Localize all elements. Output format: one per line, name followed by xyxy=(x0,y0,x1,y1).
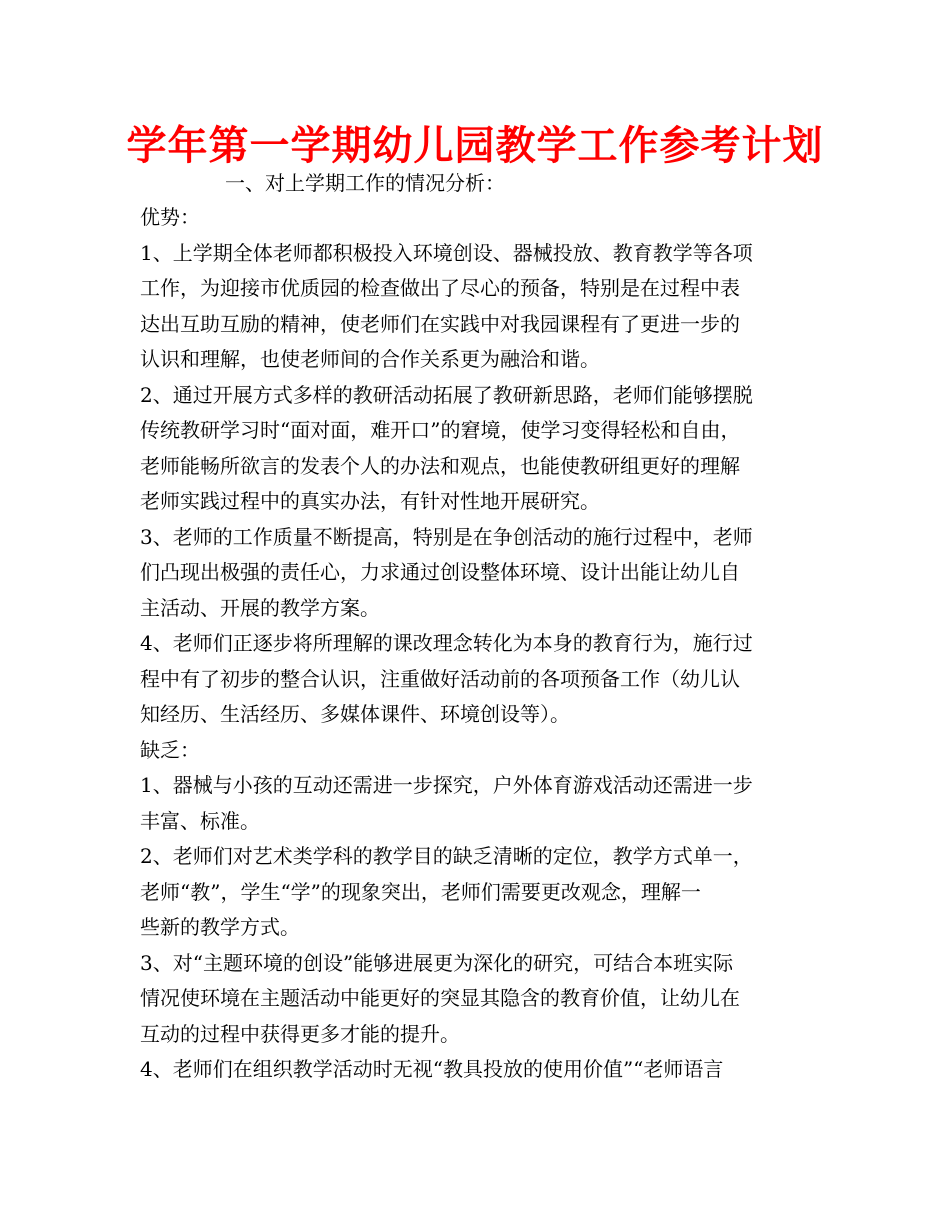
text-line: 2、老师们对艺术类学科的教学目的缺乏清晰的定位，教学方式单一， xyxy=(140,844,753,868)
text-line: 情况使环境在主题活动中能更好的突显其隐含的教育价值，让幼儿在 xyxy=(140,986,740,1010)
text-line: 工作，为迎接市优质园的检查做出了尽心的预备，特别是在过程中表 xyxy=(140,276,740,300)
text-line: 们凸现出极强的责任心，力求通过创设整体环境、设计出能让幼儿自 xyxy=(140,560,740,584)
text-line: 老师实践过程中的真实办法，有针对性地开展研究。 xyxy=(140,489,600,513)
text-line: 1、器械与小孩的互动还需进一步探究，户外体育游戏活动还需进一步 xyxy=(140,773,753,797)
text-line: 主活动、开展的教学方案。 xyxy=(140,596,380,620)
section-heading: 一、对上学期工作的情况分析： xyxy=(225,171,505,195)
text-line: 传统教研学习时“面对面，难开口”的窘境，使学习变得轻松和自由， xyxy=(140,418,741,442)
text-line: 老师“教”，学生“学”的现象突出，老师们需要更改观念，理解一 xyxy=(140,880,701,904)
text-line: 3、老师的工作质量不断提高，特别是在争创活动的施行过程中，老师 xyxy=(140,525,753,549)
document-title: 学年第一学期幼儿园教学工作参考计划 xyxy=(126,123,824,169)
text-line: 达出互助互励的精神，使老师们在实践中对我园课程有了更进一步的 xyxy=(140,312,740,336)
text-line: 4、老师们正逐步将所理解的课改理念转化为本身的教育行为，施行过 xyxy=(140,631,753,655)
text-line: 1、上学期全体老师都积极投入环境创设、器械投放、教育教学等各项 xyxy=(140,241,753,265)
text-line: 互动的过程中获得更多才能的提升。 xyxy=(140,1022,460,1046)
text-line: 丰富、标准。 xyxy=(140,809,260,833)
text-line: 3、对“主题环境的创设”能够进展更为深化的研究，可结合本班实际 xyxy=(140,951,734,975)
text-line: 4、老师们在组织教学活动时无视“教具投放的使用价值”“老师语言 xyxy=(140,1057,724,1081)
subheading-advantages: 优势： xyxy=(140,205,200,229)
text-line: 知经历、生活经历、多媒体课件、环境创设等）。 xyxy=(140,702,570,726)
text-line: 程中有了初步的整合认识，注重做好活动前的各项预备工作（幼儿认 xyxy=(140,667,740,691)
subheading-shortcomings: 缺乏： xyxy=(140,738,200,762)
text-line: 些新的教学方式。 xyxy=(140,915,300,939)
text-line: 老师能畅所欲言的发表个人的办法和观点，也能使教研组更好的理解 xyxy=(140,454,740,478)
text-line: 2、通过开展方式多样的教研活动拓展了教研新思路，老师们能够摆脱 xyxy=(140,383,753,407)
text-line: 认识和理解，也使老师间的合作关系更为融洽和谐。 xyxy=(140,347,600,371)
